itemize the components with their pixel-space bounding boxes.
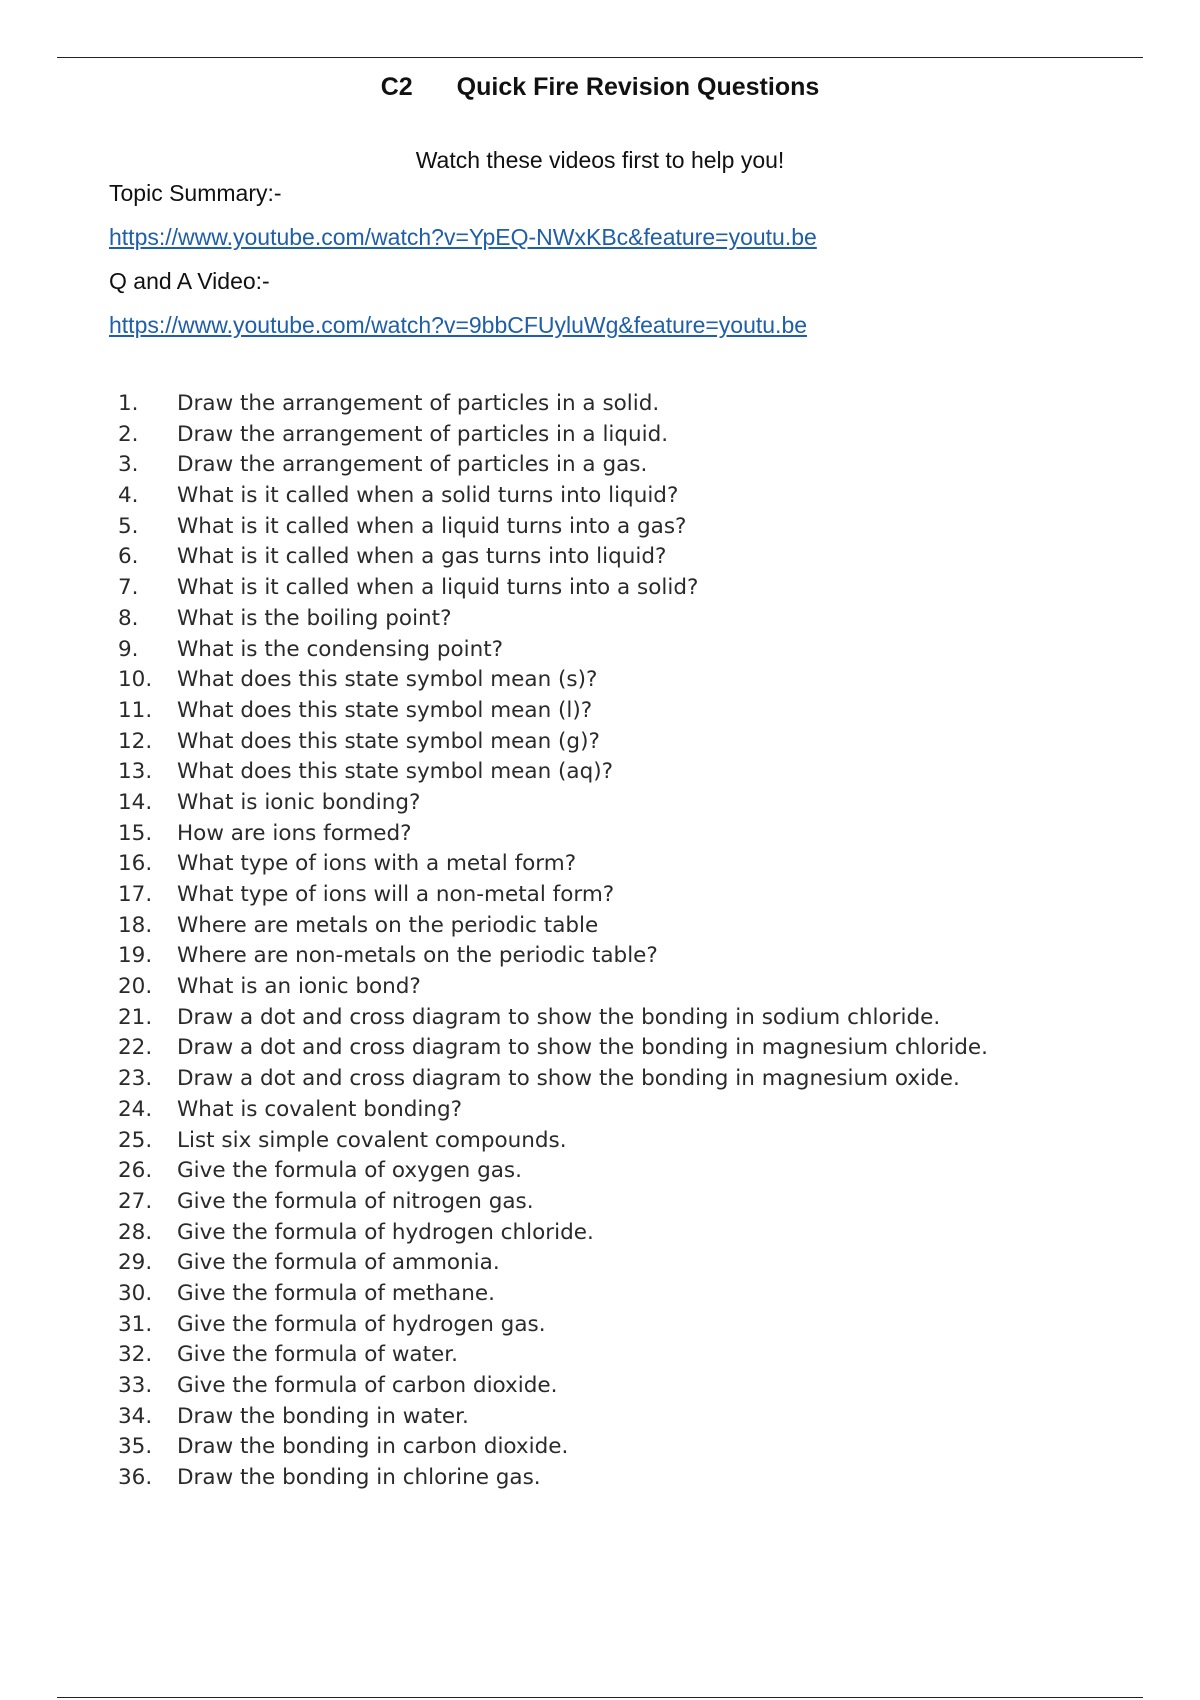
- question-text: Draw the arrangement of particles in a gas.: [177, 452, 648, 478]
- question-text: How are ions formed?: [177, 820, 412, 846]
- question-item: [118, 1340, 988, 1371]
- question-text: List six simple covalent compounds.: [177, 1127, 567, 1153]
- question-text: What does this state symbol mean (g)?: [177, 728, 600, 754]
- question-number: 12.: [118, 728, 153, 754]
- question-number: 18.: [118, 912, 153, 938]
- question-item: [118, 1064, 988, 1095]
- page-title: [0, 73, 1200, 102]
- question-number: 1.: [118, 391, 139, 416]
- question-item: [118, 757, 988, 788]
- question-number: 29.: [118, 1250, 153, 1276]
- question-item: [118, 1126, 988, 1157]
- intro-subtitle: Watch these videos first to help you!: [415, 147, 785, 173]
- question-number: 9.: [118, 636, 139, 662]
- question-text: What is the condensing point?: [177, 636, 504, 662]
- question-item: [118, 512, 988, 543]
- question-number: 28.: [118, 1219, 153, 1245]
- question-item: [118, 604, 988, 635]
- question-item: [118, 819, 988, 850]
- question-text: Give the formula of carbon dioxide.: [177, 1373, 558, 1398]
- question-number: 20.: [118, 974, 153, 1000]
- question-item: [118, 1310, 988, 1341]
- question-number: 25.: [118, 1127, 153, 1153]
- question-number: 8.: [118, 605, 139, 631]
- question-item: [118, 1033, 988, 1064]
- question-text: Give the formula of hydrogen chloride.: [177, 1219, 594, 1245]
- question-item: [118, 1371, 988, 1402]
- question-number: 15.: [118, 820, 153, 846]
- question-number: 24.: [118, 1096, 153, 1122]
- question-number: 34.: [118, 1403, 153, 1429]
- question-item: [118, 1463, 988, 1494]
- question-item: [118, 1095, 988, 1126]
- question-item: [118, 941, 988, 972]
- question-text: What type of ions will a non-metal form?: [177, 882, 615, 907]
- topic-summary-link[interactable]: https://www.youtube.com/watch?v=YpEQ-NWxKBc&feature=youtu.be: [109, 224, 817, 250]
- question-text: Where are metals on the periodic table: [177, 912, 599, 938]
- question-text: What is covalent bonding?: [177, 1096, 463, 1122]
- question-item: [118, 1156, 988, 1187]
- question-text: What does this state symbol mean (s)?: [177, 667, 598, 693]
- question-text: Give the formula of nitrogen gas.: [177, 1188, 534, 1214]
- top-rule: [57, 57, 1143, 58]
- question-text: What is ionic bonding?: [177, 789, 421, 815]
- question-text: Give the formula of hydrogen gas.: [177, 1311, 546, 1337]
- question-item: [118, 1432, 988, 1463]
- unit-code: C2: [380, 73, 413, 101]
- question-number: 16.: [118, 851, 153, 877]
- question-text: What is an ionic bond?: [177, 974, 421, 1000]
- question-text: Where are non-metals on the periodic table?: [177, 943, 658, 969]
- question-item: [118, 727, 988, 758]
- question-number: 2.: [118, 421, 139, 447]
- qa-video-link[interactable]: https://www.youtube.com/watch?v=9bbCFUyluWg&feature=youtu.be: [109, 312, 808, 338]
- question-text: Draw a dot and cross diagram to show the bonding in magnesium oxide.: [177, 1066, 960, 1092]
- question-item: [118, 665, 988, 696]
- question-number: 31.: [118, 1311, 153, 1337]
- question-number: 5.: [118, 513, 139, 539]
- question-text: Draw a dot and cross diagram to show the bonding in magnesium chloride.: [177, 1035, 988, 1061]
- question-number: 6.: [118, 544, 139, 570]
- question-item: [118, 1187, 988, 1218]
- question-item: [118, 880, 988, 911]
- question-number: 23.: [118, 1066, 153, 1092]
- question-text: Draw the bonding in water.: [177, 1403, 469, 1429]
- question-number: 13.: [118, 759, 153, 785]
- title-text: Quick Fire Revision Questions: [456, 73, 820, 101]
- question-item: [118, 1003, 988, 1034]
- question-text: What is the boiling point?: [177, 605, 452, 631]
- question-number: 4.: [118, 483, 139, 509]
- question-number: 17.: [118, 882, 153, 907]
- question-number: 30.: [118, 1280, 153, 1306]
- question-number: 14.: [118, 789, 153, 815]
- question-number: 33.: [118, 1373, 153, 1398]
- question-item: [118, 389, 988, 420]
- question-text: What does this state symbol mean (aq)?: [177, 759, 614, 785]
- question-text: What does this state symbol mean (l)?: [177, 697, 593, 723]
- question-text: Give the formula of methane.: [177, 1280, 495, 1306]
- question-text: Draw the bonding in carbon dioxide.: [177, 1434, 569, 1460]
- question-item: [118, 788, 988, 819]
- question-item: [118, 450, 988, 481]
- question-item: [118, 542, 988, 573]
- question-item: [118, 1248, 988, 1279]
- question-item: [118, 635, 988, 666]
- question-text: Draw the arrangement of particles in a solid.: [177, 391, 660, 416]
- question-text: Draw a dot and cross diagram to show the bonding in sodium chloride.: [177, 1004, 941, 1030]
- qa-video-label: Q and A Video:-: [109, 268, 270, 294]
- question-list: [118, 389, 988, 1494]
- question-number: 11.: [118, 697, 153, 723]
- question-number: 27.: [118, 1188, 153, 1214]
- question-text: What is it called when a liquid turns into a gas?: [177, 513, 687, 539]
- question-text: What is it called when a liquid turns into a solid?: [177, 575, 699, 601]
- question-text: Give the formula of water.: [177, 1342, 458, 1368]
- question-item: [118, 1218, 988, 1249]
- question-number: 7.: [118, 575, 139, 601]
- question-text: Give the formula of oxygen gas.: [177, 1158, 522, 1184]
- question-text: What is it called when a solid turns into liquid?: [177, 483, 679, 509]
- question-number: 3.: [118, 452, 139, 478]
- question-number: 21.: [118, 1004, 153, 1030]
- topic-summary-label: Topic Summary:-: [109, 180, 282, 206]
- question-text: What type of ions with a metal form?: [177, 851, 577, 877]
- question-item: [118, 911, 988, 942]
- question-item: [118, 1279, 988, 1310]
- question-number: 36.: [118, 1465, 153, 1491]
- question-item: [118, 573, 988, 604]
- question-text: Draw the bonding in chlorine gas.: [177, 1465, 541, 1491]
- question-item: [118, 849, 988, 880]
- question-text: Draw the arrangement of particles in a liquid.: [177, 421, 669, 447]
- question-number: 26.: [118, 1158, 153, 1184]
- question-number: 19.: [118, 943, 153, 969]
- question-number: 22.: [118, 1035, 153, 1061]
- question-number: 10.: [118, 667, 153, 693]
- question-number: 35.: [118, 1434, 153, 1460]
- question-item: [118, 972, 988, 1003]
- question-item: [118, 696, 988, 727]
- question-item: [118, 481, 988, 512]
- question-item: [118, 420, 988, 451]
- question-text: What is it called when a gas turns into liquid?: [177, 544, 667, 570]
- question-number: 32.: [118, 1342, 153, 1368]
- question-text: Give the formula of ammonia.: [177, 1250, 500, 1276]
- question-item: [118, 1402, 988, 1433]
- bottom-rule: [57, 1697, 1143, 1698]
